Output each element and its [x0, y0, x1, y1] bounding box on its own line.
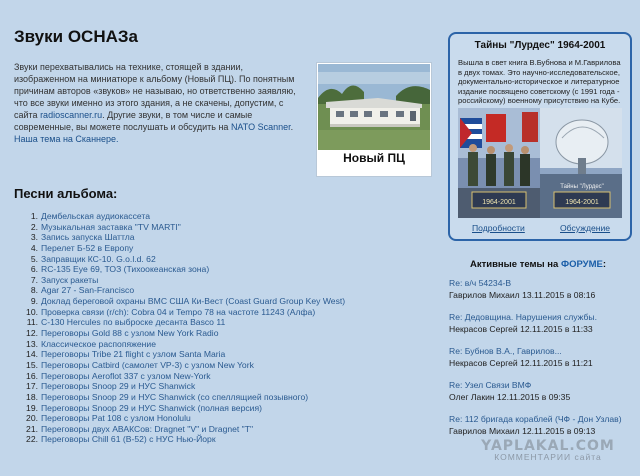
track-item[interactable] [14, 403, 345, 414]
track-item[interactable] [14, 349, 345, 360]
book-promo-box [448, 32, 632, 241]
track-number: 21. [26, 423, 38, 434]
track-number: 12. [26, 328, 38, 339]
track-title[interactable]: RC-135 Eye 69, ТОЗ (Тихоокеанская зона) [41, 264, 210, 275]
intro-paragraph [14, 61, 306, 145]
topic-author-date: Гаврилов Михаил 13.11.2015 в 08:16 [449, 290, 596, 300]
track-title[interactable]: C-130 Hercules по выброске десанта Basco 11 [41, 317, 226, 328]
track-item[interactable] [14, 328, 345, 339]
book-title: Тайны "Лурдес" 1964-2001 [474, 40, 606, 51]
track-item[interactable] [14, 381, 345, 392]
track-title[interactable]: Переговоры Snoop 29 и НУС Shanwick [41, 381, 196, 392]
track-item[interactable] [14, 275, 345, 286]
track-title[interactable]: Перелет Б-52 в Европу [41, 242, 134, 253]
forum-link[interactable]: ФОРУМЕ [560, 259, 603, 270]
forum-topic-list [449, 277, 639, 447]
track-number: 14. [26, 349, 38, 360]
topic-link[interactable]: Re: Узел Связи ВМФ [449, 380, 532, 390]
track-title[interactable]: Agar 27 - San-Francisco [41, 285, 135, 296]
track-title[interactable]: Запись запуска Шаттла [41, 232, 135, 243]
track-number: 18. [26, 391, 38, 402]
topic-author-date: Гаврилов Михаил 12.11.2015 в 09:13 [449, 426, 596, 436]
track-title[interactable]: Переговоры Snoop 29 и НУС Shanwick (полная версия) [41, 402, 262, 413]
track-item[interactable] [14, 211, 345, 222]
track-item[interactable] [14, 296, 345, 307]
track-number: 6. [30, 264, 38, 275]
track-title[interactable]: Заправщик КС-10. G.o.l.d. 62 [41, 253, 156, 264]
intro-text-3: . [290, 122, 294, 132]
intro-text-2: . Другие звуки, в том числе и самые современные, вы можете послушать и обсудить на [14, 110, 253, 132]
track-number: 5. [30, 253, 38, 264]
track-number: 11. [26, 317, 38, 328]
radioscanner-link[interactable]: radioscanner.ru [40, 110, 103, 120]
topic-author-date: Некрасов Сергей 12.11.2015 в 11:21 [449, 358, 593, 368]
forum-topic [449, 277, 639, 311]
track-number: 19. [26, 402, 38, 413]
track-number: 20. [26, 413, 38, 424]
forum-topic [449, 311, 639, 345]
track-number: 17. [26, 381, 38, 392]
track-number: 9. [30, 296, 38, 307]
track-list [14, 211, 345, 445]
watermark-caption: КОММЕНТАРИИ сайта [494, 452, 602, 462]
track-item[interactable] [14, 243, 345, 254]
album-thumbnail[interactable] [316, 62, 432, 177]
track-item[interactable] [14, 264, 345, 275]
thumbnail-caption: Новый ПЦ [343, 151, 405, 165]
watermark-site: YAPLAKAL.COM [481, 438, 615, 454]
album-heading: Песни альбома: [14, 186, 118, 201]
track-title[interactable]: Переговоры Snoop 29 и НУС Shanwick (со спеллящией позывного) [41, 391, 309, 402]
track-number: 3. [30, 232, 38, 243]
track-number: 13. [26, 338, 38, 349]
cover-years-right: 1964-2001 [565, 199, 599, 206]
track-title[interactable]: Переговоры Catbird (самолет VP-3) с узлом New York [41, 359, 254, 370]
forum-topic [449, 379, 639, 413]
track-title[interactable]: Классическое распопяжение [41, 338, 157, 349]
track-item[interactable] [14, 413, 345, 424]
track-item[interactable] [14, 424, 345, 435]
track-title[interactable]: Переговоры двух АВАКСов: Dragnet "V" и Dragnet "T" [41, 423, 254, 434]
track-number: 4. [30, 242, 38, 253]
track-title[interactable]: Доклад береговой охраны ВМС США Ки-Вест (Coast Guard Group Key West) [41, 296, 346, 307]
track-title[interactable]: Переговоры Tribe 21 flight с узлом Santa Maria [41, 349, 226, 360]
track-item[interactable] [14, 317, 345, 328]
topic-link[interactable]: Re: 112 бригада кораблей (ЧФ - Дон Узлав) [449, 414, 622, 424]
cover-years-left: 1964-2001 [482, 199, 516, 206]
track-item[interactable] [14, 371, 345, 382]
cover-title-right: Тайны "Лурдес" [560, 184, 604, 190]
track-item[interactable] [14, 254, 345, 265]
page-title: Звуки ОСНАЗа [14, 27, 138, 46]
track-number: 7. [30, 274, 38, 285]
track-title[interactable]: Переговоры Aeroflot 337 с узлом New-York [41, 370, 211, 381]
book-details-link[interactable]: Подробности [472, 223, 525, 233]
topic-author-date: Олег Лакин 12.11.2015 в 09:35 [449, 392, 571, 402]
book-discussion-link[interactable]: Обсуждение [560, 223, 611, 233]
track-title[interactable]: Переговоры Gold 88 с узлом New York Radio [41, 328, 219, 339]
track-title[interactable]: Запуск ракеты [41, 274, 99, 285]
track-item[interactable] [14, 285, 345, 296]
topic-author-date: Некрасов Сергей 12.11.2015 в 11:33 [449, 324, 593, 334]
track-title[interactable]: Переговоры Chill 61 (B-52) с НУС Нью-Йорк [41, 434, 216, 445]
track-title[interactable]: Проверка связи (r/ch): Cobra 04 и Tempo 78 на частоте 11243 (Алфа) [41, 306, 316, 317]
book-description: Вышла в свет книга В.Бубнова и М.Гаврилова в двух томах. Это научно-исследовательское, документально-историческое и литературное издание посвящено советскому (с 1991 года - российскому) военному присутствию на Кубе. [458, 58, 621, 105]
track-item[interactable] [14, 339, 345, 350]
track-number: 16. [26, 370, 38, 381]
forum-heading [448, 259, 628, 270]
intro-text: Звуки перехватывались на технике, стоящей в здании, изображенном на миниатюре к альбому (Новый ПЦ). По понятным причинам авторов «звуков» не называю, но ответственно заявляю, что все звуки именно из этого здания, а не скачены, допустим, с сайта [14, 62, 296, 120]
scanner-topic-link[interactable]: Наша тема на Сканнере. [14, 134, 119, 144]
track-item[interactable] [14, 232, 345, 243]
forum-topic [449, 345, 639, 379]
building-photo [318, 64, 430, 150]
track-item[interactable] [14, 434, 345, 445]
topic-link[interactable]: Re: Дедовщина. Нарушения службы. [449, 312, 597, 322]
track-number: 1. [30, 211, 38, 221]
track-number: 15. [26, 359, 38, 370]
track-title[interactable]: Музыкальная заставка "TV MARTI" [41, 221, 181, 232]
track-number: 22. [26, 434, 38, 445]
track-item[interactable] [14, 307, 345, 318]
forum-heading-prefix: Активные темы на [469, 259, 561, 270]
track-title[interactable]: Переговоры Pat 108 с узлом Honolulu [41, 413, 191, 424]
track-number: 2. [30, 221, 38, 232]
track-number: 8. [30, 285, 38, 296]
track-item[interactable] [14, 392, 345, 403]
track-title[interactable]: Дембельская аудиокассета [41, 211, 151, 221]
track-item[interactable] [14, 222, 345, 233]
nato-scanner-link[interactable]: NATO Scanner [230, 122, 291, 132]
track-number: 10. [26, 306, 38, 317]
book-covers-image[interactable] [458, 108, 622, 218]
track-item[interactable] [14, 360, 345, 371]
forum-heading-suffix: : [602, 259, 607, 270]
topic-link[interactable]: Re: в/ч 54234-В [449, 278, 512, 288]
watermark [478, 438, 618, 462]
topic-link[interactable]: Re: Бубнов В.А., Гаврилов... [449, 346, 562, 356]
